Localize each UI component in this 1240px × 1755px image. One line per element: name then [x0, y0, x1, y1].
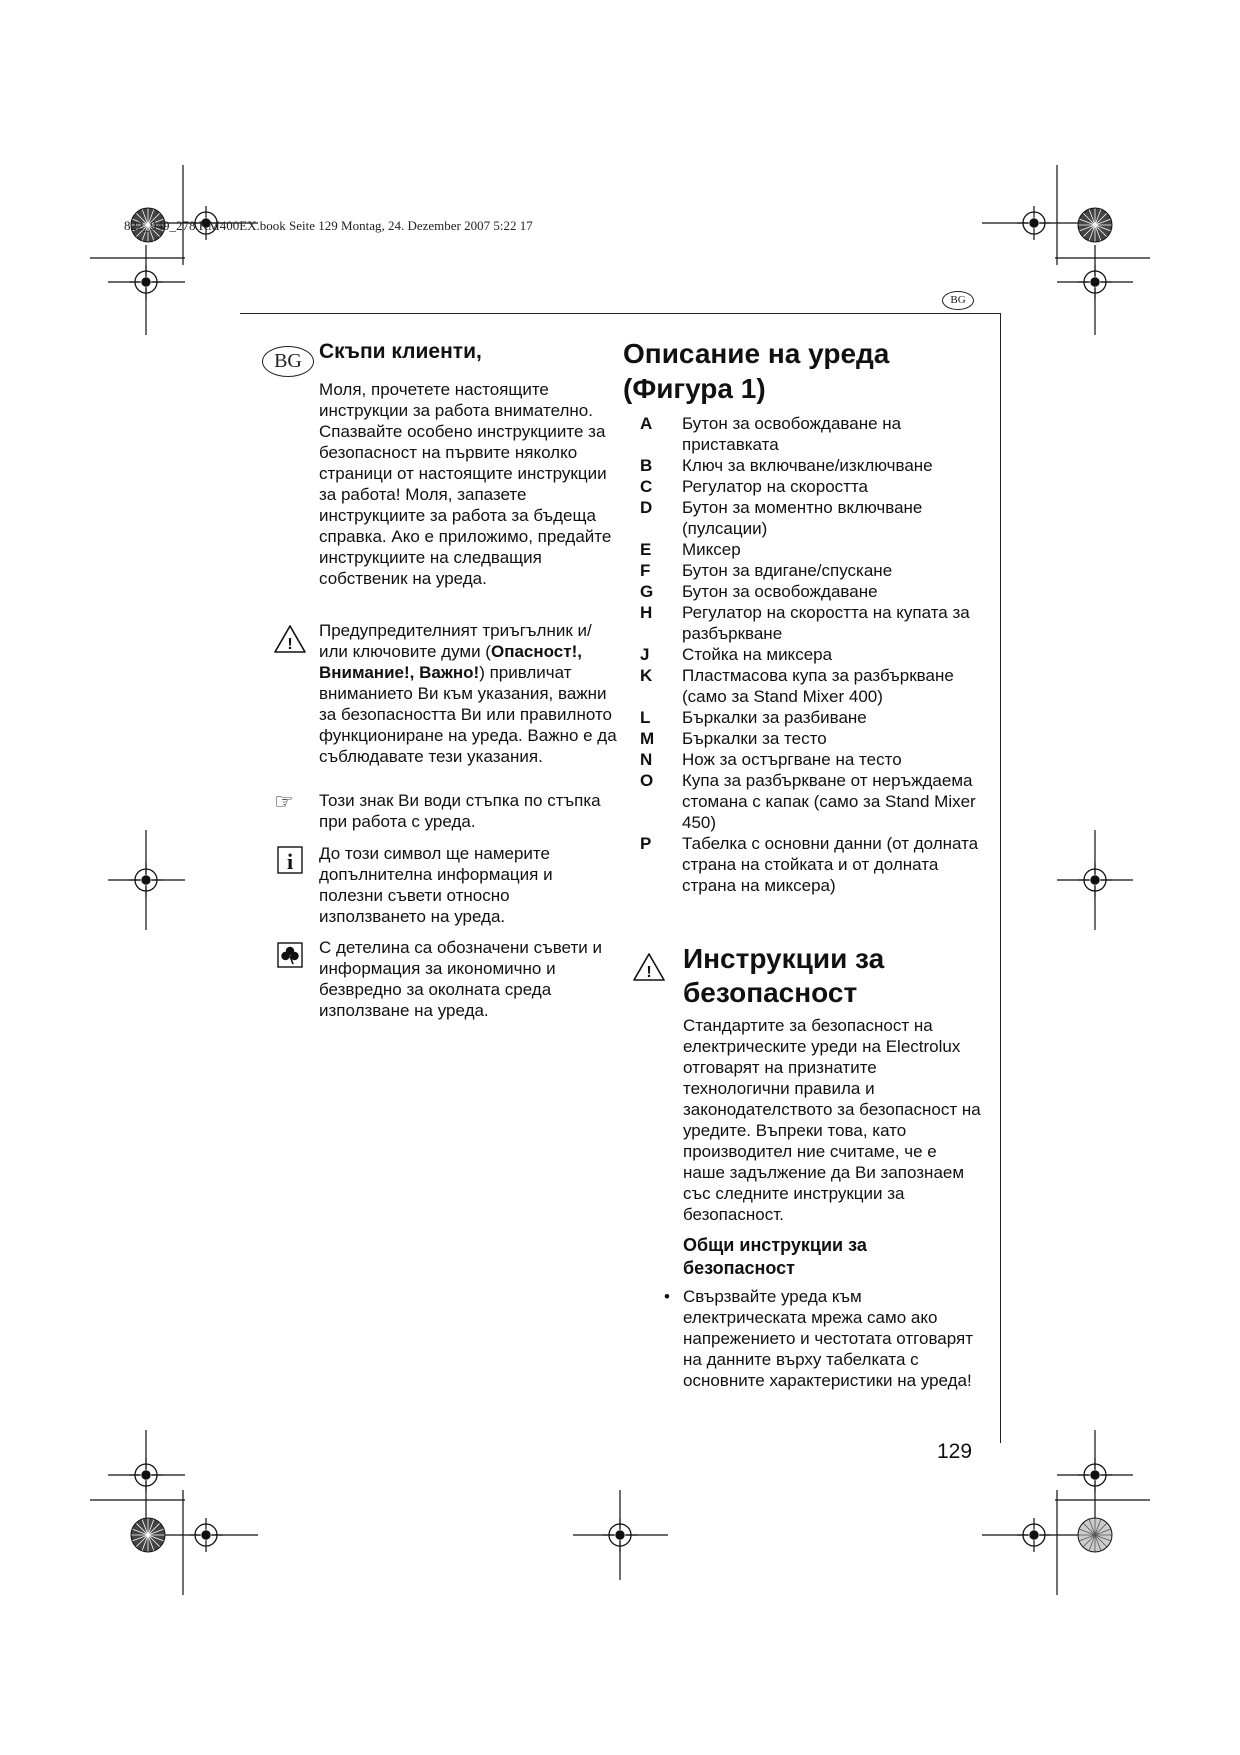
warning-triangle-icon — [273, 624, 307, 654]
item-text: Бъркалки за разбиване — [682, 708, 867, 727]
item-letter: K — [640, 666, 653, 685]
list-item — [640, 707, 980, 728]
item-text: Бутон за освобождаване на приставката — [682, 414, 902, 454]
right-rule — [1000, 313, 1001, 1443]
list-item — [640, 476, 980, 497]
list-item — [640, 833, 980, 896]
bullet-marker: • — [664, 1287, 670, 1306]
item-text: Купа за разбъркване от неръждаема стомана с капак (само за Stand Mixer 450) — [682, 771, 976, 832]
warning-triangle-icon — [632, 952, 666, 982]
item-letter: M — [640, 729, 655, 748]
item-text: Ключ за включване/изключване — [682, 456, 933, 475]
item-text: Пластмасова купа за разбъркване (само за Stand Mixer 400) — [682, 666, 954, 706]
safety-intro: Стандартите за безопасност на електрическите уреди на Electrolux отговарят на признатите технологични правила и законодателството за безопасност на уредите. Въпреки това, като производител ние считаме, че е наше задължение да Ви запознаем със следните инструкции за безопасност. — [683, 1016, 981, 1224]
list-item — [640, 728, 980, 749]
list-item — [640, 644, 980, 665]
list-item — [640, 539, 980, 560]
item-text: Бутон за вдигане/спускане — [682, 561, 893, 580]
list-item — [640, 497, 980, 539]
item-letter: O — [640, 771, 654, 790]
language-badge: BG — [262, 346, 314, 377]
item-text: Нож за остъргване на тесто — [682, 750, 902, 769]
item-letter: B — [640, 456, 653, 475]
language-badge-top: BG — [942, 291, 974, 310]
list-item — [640, 560, 980, 581]
info-paragraph: До този символ ще намерите допълнителна информация и полезни съвети относно използването на уреда. — [319, 844, 553, 926]
parts-list — [640, 413, 980, 896]
item-letter: A — [640, 414, 653, 433]
list-item — [640, 602, 980, 644]
greeting-title: Скъпи клиенти, — [319, 340, 482, 363]
general-safety-title: Общи инструкции за безопасност — [683, 1235, 867, 1278]
item-letter: D — [640, 498, 653, 517]
svg-text:!: ! — [646, 964, 652, 981]
safety-title: Инструкции за безопасност — [683, 943, 885, 1008]
intro-paragraph: Моля, прочетете настоящите инструкции за работа внимателно. Спазвайте особено инструкциите за безопасност на първите няколко страници от настоящите инструкции за работа! Моля, запазете инструкциите за работа за бъдеща справка. Ако е приложимо, предайте инструкциите на следващия собственик на уреда. — [319, 380, 612, 588]
item-letter: J — [640, 645, 650, 664]
svg-text:i: i — [286, 849, 294, 874]
warning-text-end: ) привличат вниманието Ви към указания, важни за безопасността Ви или правилното функциониране на уреда. Важно е да съблюдавате тези указания. — [319, 663, 617, 766]
item-text: Бутон за освобождаване — [682, 582, 878, 601]
top-rule — [240, 313, 1001, 314]
item-letter: N — [640, 750, 653, 769]
warning-keywords: Опасност!, Внимание!, Важно! — [319, 642, 582, 682]
list-item — [640, 770, 980, 833]
eco-paragraph: С детелина са обозначени съвети и информация за икономично и безвредно за околната среда използване на уреда. — [319, 938, 602, 1020]
item-letter: H — [640, 603, 653, 622]
svg-text:!: ! — [287, 636, 293, 653]
list-item — [640, 749, 980, 770]
item-letter: L — [640, 708, 651, 727]
print-info: 822_949_278 KM400EX.book Seite 129 Montag, 24. Dezember 2007 5:22 17 — [124, 218, 533, 233]
clover-icon — [277, 942, 303, 968]
safety-bullet: Свързвайте уреда към електрическата мрежа само ако напрежението и честотата отговарят на данните върху табелката с основните характеристики на уреда! — [683, 1287, 973, 1390]
item-letter: C — [640, 477, 653, 496]
item-letter: E — [640, 540, 652, 559]
item-letter: G — [640, 582, 654, 601]
info-icon — [277, 846, 303, 874]
item-letter: F — [640, 561, 651, 580]
description-title: Описание на уреда (Фигура 1) — [623, 338, 890, 404]
item-text: Бъркалки за тесто — [682, 729, 827, 748]
item-text: Стойка на миксера — [682, 645, 833, 664]
item-text: Табелка с основни данни (от долната страна на стойката и от долната страна на миксера) — [682, 834, 979, 895]
item-text: Миксер — [682, 540, 741, 559]
page-number: 129 — [937, 1440, 973, 1463]
list-item — [640, 413, 980, 455]
item-letter: P — [640, 834, 652, 853]
item-text: Бутон за моментно включване (пулсации) — [682, 498, 923, 538]
warning-paragraph — [319, 620, 619, 767]
list-item — [640, 665, 980, 707]
item-text: Регулатор на скоростта на купата за разбъркване — [682, 603, 970, 643]
pointing-hand-icon: ☞ — [274, 789, 294, 814]
warning-text-start: Предупредителният триъгълник и/или ключовите думи ( — [319, 621, 592, 661]
list-item — [640, 581, 980, 602]
item-text: Регулатор на скоростта — [682, 477, 868, 496]
list-item — [640, 455, 980, 476]
step-paragraph: Този знак Ви води стъпка по стъпка при работа с уреда. — [319, 791, 601, 831]
